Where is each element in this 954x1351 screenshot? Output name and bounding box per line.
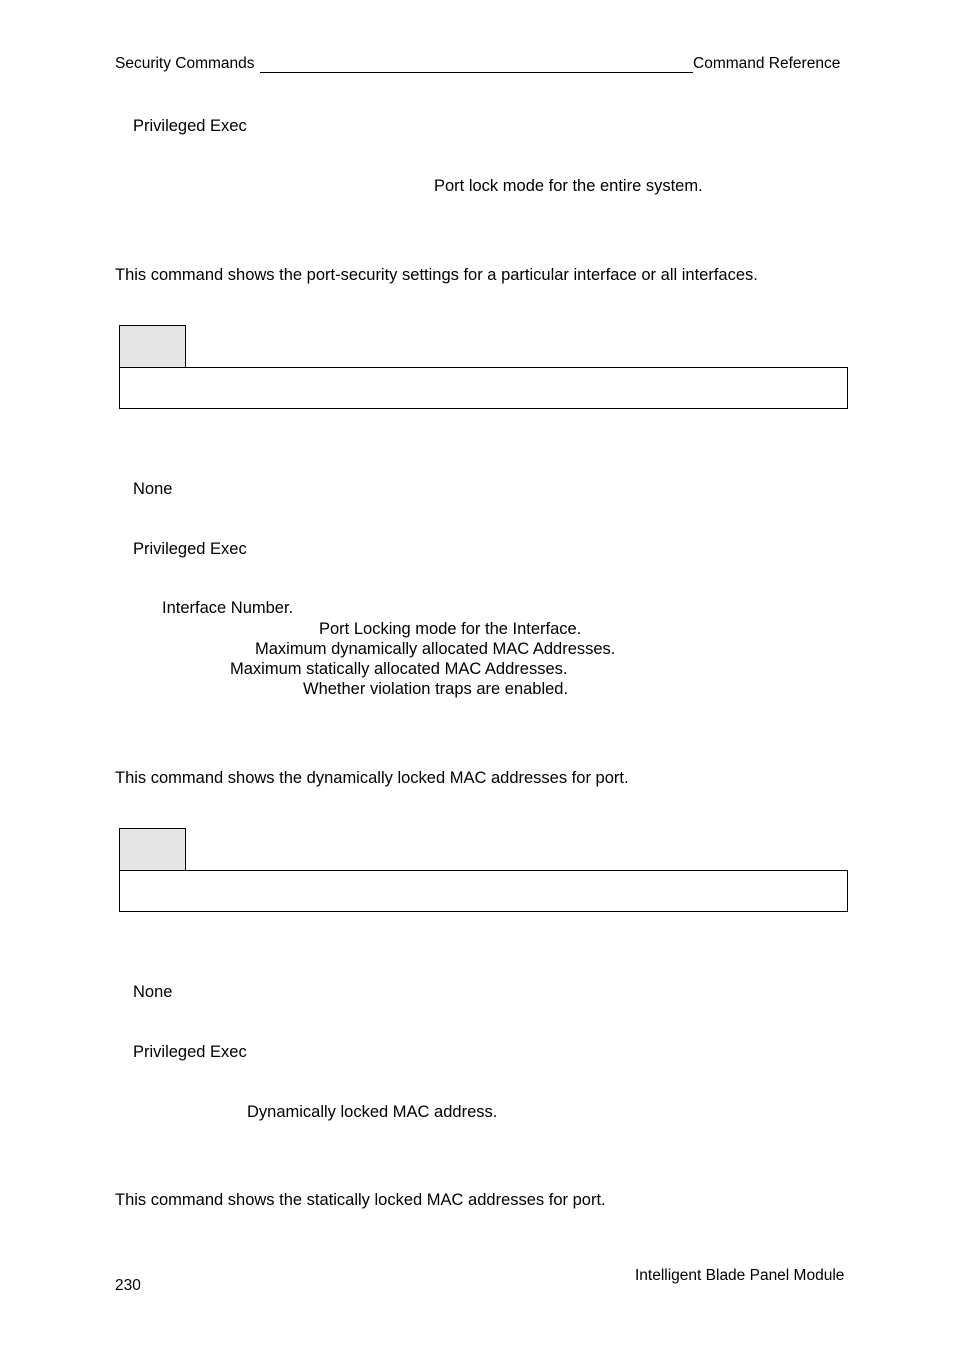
command-mode: Privileged Exec — [133, 117, 247, 135]
header-section-title: Security Commands — [115, 55, 255, 72]
field-description: Maximum statically allocated MAC Addresses. — [230, 660, 568, 678]
syntax-table — [119, 828, 848, 912]
header-doc-title: Command Reference — [693, 55, 841, 72]
command-mode: Privileged Exec — [133, 1043, 247, 1061]
syntax-table-body — [119, 367, 848, 409]
syntax-table-body — [119, 870, 848, 912]
command-description: This command shows the port-security settings for a particular interface or all interfaces. — [115, 266, 758, 284]
field-description: Dynamically locked MAC address. — [247, 1103, 498, 1121]
output-field-description: Port lock mode for the entire system. — [434, 177, 703, 195]
field-description: Whether violation traps are enabled. — [303, 680, 569, 698]
header-rule — [260, 72, 693, 73]
field-description: Port Locking mode for the Interface. — [319, 620, 582, 638]
command-description: This command shows the dynamically locked MAC addresses for port. — [115, 769, 629, 787]
footer-product-name: Intelligent Blade Panel Module — [635, 1267, 845, 1284]
page-number: 230 — [115, 1277, 141, 1294]
field-description: Maximum dynamically allocated MAC Addresses. — [255, 640, 616, 658]
syntax-table-header — [119, 828, 186, 870]
default-value: None — [133, 983, 173, 1001]
syntax-table — [119, 325, 848, 409]
command-description: This command shows the statically locked MAC addresses for port. — [115, 1191, 606, 1209]
syntax-table-header — [119, 325, 186, 367]
default-value: None — [133, 480, 173, 498]
field-description: Interface Number. — [162, 599, 294, 617]
command-mode: Privileged Exec — [133, 540, 247, 558]
